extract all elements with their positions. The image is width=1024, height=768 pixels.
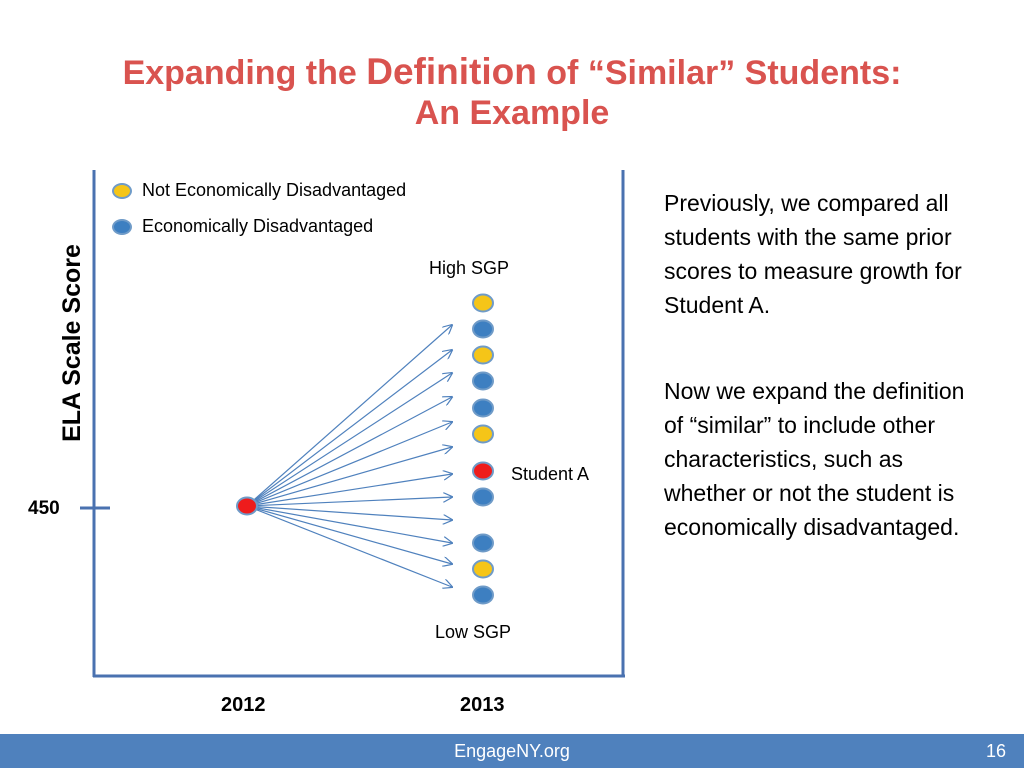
slide-title xyxy=(0,52,1024,133)
legend-yellow-dot-icon xyxy=(112,183,132,199)
paragraph-previously: Previously, we compared all students with the same prior scores to measure growth for Student A. xyxy=(664,190,962,318)
student-2013-dot-8 xyxy=(473,489,493,506)
student-2013-dot-10 xyxy=(473,561,493,578)
legend-disadvantaged xyxy=(112,216,373,236)
student-a-label: Student A xyxy=(511,464,590,484)
student-2013-dot-4 xyxy=(473,373,493,390)
student-2013-dot-11 xyxy=(473,587,493,604)
title-line2: An Example xyxy=(414,94,610,132)
growth-arrow-6 xyxy=(247,447,452,506)
paragraph-now: Now we expand the definition of “similar” to include other characteristics, such as whether or not the student is economically disadvantaged. xyxy=(664,378,965,540)
growth-arrow-11 xyxy=(247,506,452,564)
legend-not-disadvantaged-label: Not Economically Disadvantaged xyxy=(142,180,407,200)
footer-bar xyxy=(0,734,1024,768)
growth-diagram xyxy=(0,150,640,730)
student-2013-dot-1 xyxy=(473,295,493,312)
page-number: 16 xyxy=(985,741,1006,761)
student-2013-dot-7 xyxy=(473,463,493,480)
student-a-2012-dot xyxy=(237,498,257,515)
legend-not-disadvantaged xyxy=(112,180,406,200)
student-2013-dot-2 xyxy=(473,321,493,338)
title-part2: Definition xyxy=(366,51,537,92)
student-2013-dot-6 xyxy=(473,426,493,443)
growth-arrow-5 xyxy=(247,422,452,506)
growth-arrow-3 xyxy=(247,373,452,506)
student-2013-dot-5 xyxy=(473,400,493,417)
growth-arrow-10 xyxy=(247,506,452,543)
title-part1: Expanding the xyxy=(122,54,367,92)
legend-disadvantaged-label: Economically Disadvantaged xyxy=(142,216,374,236)
legend-blue-dot-icon xyxy=(112,219,132,235)
student-2013-dot-3 xyxy=(473,347,493,364)
growth-arrow-2 xyxy=(247,350,452,506)
low-sgp-label: Low SGP xyxy=(435,622,512,642)
footer-site[interactable]: EngageNY.org xyxy=(454,741,570,761)
y-axis-label: ELA Scale Score xyxy=(58,244,86,442)
student-2013-dot-9 xyxy=(473,535,493,552)
y-tick-450: 450 xyxy=(28,498,60,519)
year-2012: 2012 xyxy=(221,694,266,716)
high-sgp-label: High SGP xyxy=(429,258,510,278)
year-2013: 2013 xyxy=(460,694,505,716)
title-part3: of “Similar” Students: xyxy=(536,54,902,92)
